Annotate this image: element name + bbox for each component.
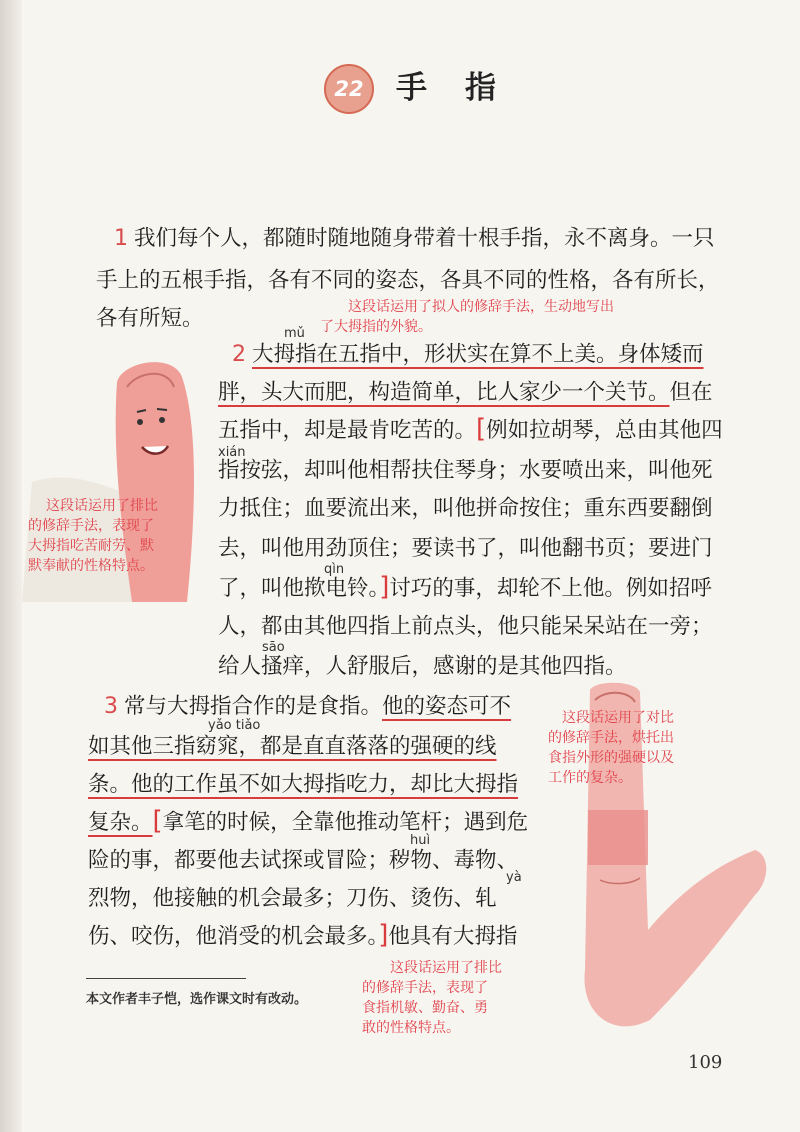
- pinyin-yaotiao: yǎo tiǎo: [208, 718, 261, 733]
- annotation-1: 这段话运用了拟人的修辞手法，生动地写出 了大拇指的外貌。: [320, 299, 614, 335]
- page-spine-shadow: [0, 0, 22, 1132]
- p1-line-3: 各有所短。: [96, 306, 204, 331]
- annotation-4: 这段话运用了排比 的修辞手法，表现了 食指机敏、勤奋、勇 敢的性格特点。: [362, 960, 502, 1036]
- footnote-rule: [86, 978, 246, 979]
- lesson-number: 22: [334, 77, 364, 101]
- bracket-close: ]: [378, 920, 389, 950]
- lesson-number-badge: [324, 64, 374, 114]
- p2-line-7: 了，叫他揿电铃。]讨巧的事，却轮不上他。例如招呼: [218, 572, 712, 602]
- pinyin-sao: sāo: [262, 640, 285, 655]
- bracket-open: [: [152, 806, 163, 836]
- bracket-close: ]: [379, 572, 390, 602]
- lesson-title: 手指: [396, 70, 534, 106]
- p1-line-2: 手上的五根手指，各有不同的姿态，各具不同的性格，各有所长，: [96, 268, 720, 293]
- p3-line-1: 3 常与大拇指合作的是食指。他的姿态可不: [104, 694, 512, 719]
- pinyin-qin: qìn: [324, 562, 345, 577]
- pinyin-ya: yà: [506, 870, 522, 885]
- footnote: 本文作者丰子恺，选作课文时有改动。: [86, 992, 308, 1007]
- p3-line-5: 险的事，都要他去试探或冒险；秽物、毒物、: [88, 848, 519, 873]
- p3-line-4: 复杂。[拿笔的时候，全靠他推动笔杆；遇到危: [88, 806, 529, 836]
- paragraph-number: 1: [114, 226, 128, 251]
- p3-line-2: 如其他三指窈窕，都是直直落落的强硬的线: [88, 734, 497, 759]
- pinyin-xian: xián: [218, 445, 246, 460]
- p2-line-6: 去，叫他用劲顶住；要读书了，叫他翻书页；要进门: [218, 536, 713, 561]
- p2-line-3: 五指中，却是最肯吃苦的。[例如拉胡琴，总由其他四: [218, 414, 723, 444]
- p2-line-5: 力抵住；血要流出来，叫他拼命按住；重东西要翻倒: [218, 496, 713, 521]
- annotation-2: 这段话运用了排比 的修辞手法，表现了 大拇指吃苦耐劳、默 默奉献的性格特点。: [28, 498, 158, 574]
- pinyin-hui: huì: [410, 833, 431, 848]
- p2-line-1: 2 大拇指在五指中，形状实在算不上美。身体矮而: [232, 342, 704, 367]
- p2-line-2: 胖，头大而肥，构造简单，比人家少一个关节。但在: [218, 380, 713, 405]
- paragraph-number: 2: [232, 342, 246, 367]
- annotation-3: 这段话运用了对比 的修辞手法，烘托出 食指外形的强硬以及 工作的复杂。: [548, 710, 674, 786]
- p3-line-6: 烈物，他接触的机会最多；刀伤、烫伤、轧: [88, 886, 497, 911]
- p3-line-7: 伤、咬伤，他消受的机会最多。]他具有大拇指: [88, 920, 518, 950]
- p2-line-8: 人，都由其他四指上前点头，他只能呆呆站在一旁；: [218, 614, 713, 639]
- paragraph-number: 3: [104, 694, 118, 719]
- pinyin-mu: mǔ: [284, 326, 305, 341]
- p2-line-4: 指按弦，却叫他相帮扶住琴身；水要喷出来，叫他死: [218, 458, 713, 483]
- page-number: 109: [688, 1052, 723, 1073]
- p2-line-9: 给人搔痒，人舒服后，感谢的是其他四指。: [218, 654, 627, 679]
- p3-line-3: 条。他的工作虽不如大拇指吃力，却比大拇指: [88, 772, 519, 797]
- p1-line-1: 1 我们每个人，都随时随地随身带着十根手指，永不离身。一只: [114, 226, 715, 251]
- bracket-open: [: [476, 414, 487, 444]
